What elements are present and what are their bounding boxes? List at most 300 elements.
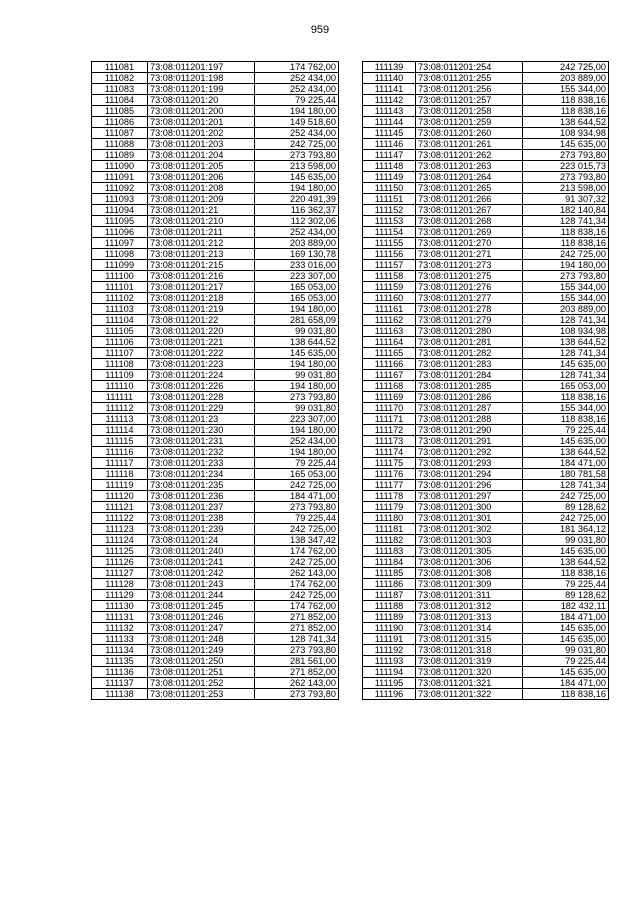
- value-cell: 79 225,44: [523, 425, 609, 436]
- value-cell: 174 762,00: [255, 62, 339, 73]
- table-row: [92, 293, 339, 304]
- cadastral-number-cell: 73:08:011201:280: [416, 326, 523, 337]
- cadastral-number-cell: 73:08:011201:206: [148, 172, 255, 183]
- value-cell: 145 635,00: [523, 634, 609, 645]
- cadastral-number-cell: 73:08:011201:275: [416, 271, 523, 282]
- table-row: [363, 161, 609, 172]
- row-number-cell: 111121: [92, 502, 148, 513]
- cadastral-number-cell: 73:08:011201:258: [416, 106, 523, 117]
- cadastral-number-cell: 73:08:011201:281: [416, 337, 523, 348]
- row-number-cell: 111112: [92, 403, 148, 414]
- table-row: [363, 139, 609, 150]
- cadastral-number-cell: 73:08:011201:308: [416, 568, 523, 579]
- table-row: [92, 623, 339, 634]
- row-number-cell: 111187: [363, 590, 416, 601]
- value-cell: 116 362,37: [255, 205, 339, 216]
- cadastral-number-cell: 73:08:011201:199: [148, 84, 255, 95]
- row-number-cell: 111138: [92, 689, 148, 700]
- value-cell: 252 434,00: [255, 73, 339, 84]
- cadastral-number-cell: 73:08:011201:241: [148, 557, 255, 568]
- table-row: [92, 271, 339, 282]
- row-number-cell: 111120: [92, 491, 148, 502]
- table-row: [92, 425, 339, 436]
- row-number-cell: 111082: [92, 73, 148, 84]
- table-row: [363, 568, 609, 579]
- value-cell: 118 838,16: [523, 689, 609, 700]
- cadastral-number-cell: 73:08:011201:284: [416, 370, 523, 381]
- table-row: [92, 315, 339, 326]
- cadastral-number-cell: 73:08:011201:243: [148, 579, 255, 590]
- row-number-cell: 111146: [363, 139, 416, 150]
- row-number-cell: 111115: [92, 436, 148, 447]
- row-number-cell: 111167: [363, 370, 416, 381]
- value-cell: 242 725,00: [255, 590, 339, 601]
- value-cell: 145 635,00: [523, 623, 609, 634]
- cadastral-number-cell: 73:08:011201:292: [416, 447, 523, 458]
- table-row: [92, 139, 339, 150]
- row-number-cell: 111100: [92, 271, 148, 282]
- value-cell: 233 016,00: [255, 260, 339, 271]
- row-number-cell: 111106: [92, 337, 148, 348]
- parcel-table-right: [362, 61, 609, 700]
- table-row: [92, 546, 339, 557]
- cadastral-number-cell: 73:08:011201:306: [416, 557, 523, 568]
- cadastral-number-cell: 73:08:011201:211: [148, 227, 255, 238]
- row-number-cell: 111181: [363, 524, 416, 535]
- table-row: [363, 392, 609, 403]
- cadastral-number-cell: 73:08:011201:248: [148, 634, 255, 645]
- table-row: [92, 436, 339, 447]
- table-row: [363, 623, 609, 634]
- value-cell: 184 471,00: [523, 612, 609, 623]
- table-row: [92, 62, 339, 73]
- row-number-cell: 111111: [92, 392, 148, 403]
- cadastral-number-cell: 73:08:011201:257: [416, 95, 523, 106]
- table-row: [92, 590, 339, 601]
- row-number-cell: 111127: [92, 568, 148, 579]
- cadastral-number-cell: 73:08:011201:264: [416, 172, 523, 183]
- table-row: [363, 315, 609, 326]
- table-row: [363, 128, 609, 139]
- table-row: [92, 106, 339, 117]
- row-number-cell: 111117: [92, 458, 148, 469]
- value-cell: 155 344,00: [523, 282, 609, 293]
- cadastral-number-cell: 73:08:011201:229: [148, 403, 255, 414]
- row-number-cell: 111185: [363, 568, 416, 579]
- row-number-cell: 111140: [363, 73, 416, 84]
- table-row: [363, 557, 609, 568]
- value-cell: 145 635,00: [255, 348, 339, 359]
- cadastral-number-cell: 73:08:011201:201: [148, 117, 255, 128]
- row-number-cell: 111094: [92, 205, 148, 216]
- table-row: [363, 326, 609, 337]
- cadastral-number-cell: 73:08:011201:220: [148, 326, 255, 337]
- row-number-cell: 111191: [363, 634, 416, 645]
- value-cell: 203 889,00: [523, 73, 609, 84]
- value-cell: 273 793,80: [255, 645, 339, 656]
- value-cell: 213 598,00: [255, 161, 339, 172]
- table-row: [363, 95, 609, 106]
- value-cell: 128 741,34: [523, 348, 609, 359]
- cadastral-number-cell: 73:08:011201:208: [148, 183, 255, 194]
- table-row: [92, 645, 339, 656]
- value-cell: 79 225,44: [523, 579, 609, 590]
- table-row: [92, 95, 339, 106]
- row-number-cell: 111096: [92, 227, 148, 238]
- value-cell: 194 180,00: [255, 183, 339, 194]
- value-cell: 169 130,78: [255, 249, 339, 260]
- cadastral-number-cell: 73:08:011201:320: [416, 667, 523, 678]
- value-cell: 273 793,80: [255, 689, 339, 700]
- table-row: [363, 381, 609, 392]
- value-cell: 99 031,80: [255, 370, 339, 381]
- table-row: [92, 370, 339, 381]
- value-cell: 252 434,00: [255, 84, 339, 95]
- table-row: [92, 326, 339, 337]
- table-row: [363, 194, 609, 205]
- table-row: [363, 84, 609, 95]
- value-cell: 194 180,00: [255, 381, 339, 392]
- row-number-cell: 111196: [363, 689, 416, 700]
- row-number-cell: 111164: [363, 337, 416, 348]
- row-number-cell: 111143: [363, 106, 416, 117]
- cadastral-number-cell: 73:08:011201:23: [148, 414, 255, 425]
- row-number-cell: 111083: [92, 84, 148, 95]
- row-number-cell: 111098: [92, 249, 148, 260]
- table-row: [363, 535, 609, 546]
- cadastral-number-cell: 73:08:011201:204: [148, 150, 255, 161]
- cadastral-number-cell: 73:08:011201:285: [416, 381, 523, 392]
- cadastral-number-cell: 73:08:011201:287: [416, 403, 523, 414]
- value-cell: 99 031,80: [255, 326, 339, 337]
- table-row: [92, 656, 339, 667]
- value-cell: 145 635,00: [523, 359, 609, 370]
- cadastral-number-cell: 73:08:011201:213: [148, 249, 255, 260]
- cadastral-number-cell: 73:08:011201:234: [148, 469, 255, 480]
- row-number-cell: 111089: [92, 150, 148, 161]
- row-number-cell: 111169: [363, 392, 416, 403]
- row-number-cell: 111175: [363, 458, 416, 469]
- cadastral-number-cell: 73:08:011201:321: [416, 678, 523, 689]
- cadastral-number-cell: 73:08:011201:219: [148, 304, 255, 315]
- value-cell: 223 307,00: [255, 271, 339, 282]
- value-cell: 79 225,44: [523, 656, 609, 667]
- cadastral-number-cell: 73:08:011201:205: [148, 161, 255, 172]
- row-number-cell: 111184: [363, 557, 416, 568]
- row-number-cell: 111102: [92, 293, 148, 304]
- row-number-cell: 111155: [363, 238, 416, 249]
- cadastral-number-cell: 73:08:011201:278: [416, 304, 523, 315]
- cadastral-number-cell: 73:08:011201:226: [148, 381, 255, 392]
- value-cell: 99 031,80: [523, 645, 609, 656]
- value-cell: 273 793,80: [523, 271, 609, 282]
- cadastral-number-cell: 73:08:011201:236: [148, 491, 255, 502]
- table-row: [363, 117, 609, 128]
- value-cell: 128 741,34: [523, 315, 609, 326]
- table-row: [363, 425, 609, 436]
- cadastral-number-cell: 73:08:011201:311: [416, 590, 523, 601]
- value-cell: 271 852,00: [255, 623, 339, 634]
- cadastral-number-cell: 73:08:011201:283: [416, 359, 523, 370]
- row-number-cell: 111190: [363, 623, 416, 634]
- row-number-cell: 111149: [363, 172, 416, 183]
- cadastral-number-cell: 73:08:011201:296: [416, 480, 523, 491]
- value-cell: 281 658,09: [255, 315, 339, 326]
- table-row: [363, 513, 609, 524]
- row-number-cell: 111195: [363, 678, 416, 689]
- value-cell: 165 053,00: [255, 282, 339, 293]
- row-number-cell: 111180: [363, 513, 416, 524]
- table-row: [92, 128, 339, 139]
- table-row: [363, 271, 609, 282]
- table-row: [92, 161, 339, 172]
- cadastral-number-cell: 73:08:011201:224: [148, 370, 255, 381]
- row-number-cell: 111099: [92, 260, 148, 271]
- row-number-cell: 111122: [92, 513, 148, 524]
- value-cell: 91 307,32: [523, 194, 609, 205]
- row-number-cell: 111135: [92, 656, 148, 667]
- value-cell: 273 793,80: [255, 502, 339, 513]
- cadastral-number-cell: 73:08:011201:314: [416, 623, 523, 634]
- row-number-cell: 111109: [92, 370, 148, 381]
- cadastral-number-cell: 73:08:011201:291: [416, 436, 523, 447]
- value-cell: 182 432,11: [523, 601, 609, 612]
- row-number-cell: 111172: [363, 425, 416, 436]
- row-number-cell: 111173: [363, 436, 416, 447]
- row-number-cell: 111137: [92, 678, 148, 689]
- table-row: [92, 513, 339, 524]
- value-cell: 118 838,16: [523, 414, 609, 425]
- row-number-cell: 111162: [363, 315, 416, 326]
- value-cell: 242 725,00: [255, 480, 339, 491]
- table-row: [92, 524, 339, 535]
- cadastral-number-cell: 73:08:011201:282: [416, 348, 523, 359]
- table-row: [363, 590, 609, 601]
- row-number-cell: 111132: [92, 623, 148, 634]
- cadastral-number-cell: 73:08:011201:250: [148, 656, 255, 667]
- table-row: [363, 579, 609, 590]
- row-number-cell: 111128: [92, 579, 148, 590]
- cadastral-number-cell: 73:08:011201:270: [416, 238, 523, 249]
- value-cell: 145 635,00: [523, 436, 609, 447]
- row-number-cell: 111174: [363, 447, 416, 458]
- value-cell: 89 128,62: [523, 502, 609, 513]
- value-cell: 149 518,60: [255, 117, 339, 128]
- value-cell: 273 793,80: [523, 150, 609, 161]
- cadastral-number-cell: 73:08:011201:309: [416, 579, 523, 590]
- row-number-cell: 111157: [363, 260, 416, 271]
- cadastral-number-cell: 73:08:011201:319: [416, 656, 523, 667]
- cadastral-number-cell: 73:08:011201:302: [416, 524, 523, 535]
- row-number-cell: 111104: [92, 315, 148, 326]
- row-number-cell: 111192: [363, 645, 416, 656]
- value-cell: 118 838,16: [523, 95, 609, 106]
- value-cell: 155 344,00: [523, 403, 609, 414]
- table-row: [92, 634, 339, 645]
- table-row: [92, 392, 339, 403]
- value-cell: 99 031,80: [255, 403, 339, 414]
- row-number-cell: 111091: [92, 172, 148, 183]
- row-number-cell: 111116: [92, 447, 148, 458]
- value-cell: 262 143,00: [255, 568, 339, 579]
- cadastral-number-cell: 73:08:011201:301: [416, 513, 523, 524]
- cadastral-number-cell: 73:08:011201:286: [416, 392, 523, 403]
- value-cell: 242 725,00: [523, 62, 609, 73]
- row-number-cell: 111166: [363, 359, 416, 370]
- table-row: [363, 656, 609, 667]
- table-row: [363, 469, 609, 480]
- table-row: [363, 227, 609, 238]
- table-row: [363, 491, 609, 502]
- table-row: [92, 403, 339, 414]
- cadastral-number-cell: 73:08:011201:293: [416, 458, 523, 469]
- value-cell: 194 180,00: [523, 260, 609, 271]
- row-number-cell: 111156: [363, 249, 416, 260]
- table-row: [92, 491, 339, 502]
- value-cell: 242 725,00: [255, 524, 339, 535]
- value-cell: 118 838,16: [523, 392, 609, 403]
- table-row: [363, 73, 609, 84]
- cadastral-number-cell: 73:08:011201:255: [416, 73, 523, 84]
- cadastral-number-cell: 73:08:011201:210: [148, 216, 255, 227]
- value-cell: 165 053,00: [523, 381, 609, 392]
- cadastral-number-cell: 73:08:011201:318: [416, 645, 523, 656]
- cadastral-number-cell: 73:08:011201:303: [416, 535, 523, 546]
- table-row: [363, 645, 609, 656]
- value-cell: 79 225,44: [255, 458, 339, 469]
- table-row: [363, 348, 609, 359]
- table-row: [363, 282, 609, 293]
- value-cell: 194 180,00: [255, 106, 339, 117]
- value-cell: 165 053,00: [255, 469, 339, 480]
- cadastral-number-cell: 73:08:011201:230: [148, 425, 255, 436]
- table-row: [92, 689, 339, 700]
- value-cell: 281 561,00: [255, 656, 339, 667]
- row-number-cell: 111134: [92, 645, 148, 656]
- table-row: [363, 106, 609, 117]
- table-row: [363, 447, 609, 458]
- table-row: [363, 205, 609, 216]
- cadastral-number-cell: 73:08:011201:218: [148, 293, 255, 304]
- value-cell: 138 644,52: [523, 447, 609, 458]
- row-number-cell: 111182: [363, 535, 416, 546]
- cadastral-number-cell: 73:08:011201:24: [148, 535, 255, 546]
- value-cell: 138 347,42: [255, 535, 339, 546]
- row-number-cell: 111087: [92, 128, 148, 139]
- value-cell: 128 741,34: [255, 634, 339, 645]
- cadastral-number-cell: 73:08:011201:313: [416, 612, 523, 623]
- row-number-cell: 111177: [363, 480, 416, 491]
- table-row: [92, 337, 339, 348]
- row-number-cell: 111158: [363, 271, 416, 282]
- cadastral-number-cell: 73:08:011201:197: [148, 62, 255, 73]
- row-number-cell: 111118: [92, 469, 148, 480]
- table-row: [363, 612, 609, 623]
- cadastral-number-cell: 73:08:011201:251: [148, 667, 255, 678]
- table-row: [363, 403, 609, 414]
- row-number-cell: 111193: [363, 656, 416, 667]
- cadastral-number-cell: 73:08:011201:253: [148, 689, 255, 700]
- table-row: [92, 678, 339, 689]
- value-cell: 194 180,00: [255, 359, 339, 370]
- row-number-cell: 111183: [363, 546, 416, 557]
- row-number-cell: 111188: [363, 601, 416, 612]
- cadastral-number-cell: 73:08:011201:260: [416, 128, 523, 139]
- cadastral-number-cell: 73:08:011201:277: [416, 293, 523, 304]
- table-row: [363, 502, 609, 513]
- value-cell: 252 434,00: [255, 227, 339, 238]
- cadastral-number-cell: 73:08:011201:239: [148, 524, 255, 535]
- value-cell: 128 741,34: [523, 480, 609, 491]
- row-number-cell: 111105: [92, 326, 148, 337]
- value-cell: 271 852,00: [255, 612, 339, 623]
- cadastral-number-cell: 73:08:011201:265: [416, 183, 523, 194]
- cadastral-number-cell: 73:08:011201:244: [148, 590, 255, 601]
- cadastral-number-cell: 73:08:011201:232: [148, 447, 255, 458]
- row-number-cell: 111179: [363, 502, 416, 513]
- table-row: [92, 238, 339, 249]
- table-row: [92, 172, 339, 183]
- value-cell: 99 031,80: [523, 535, 609, 546]
- row-number-cell: 111084: [92, 95, 148, 106]
- row-number-cell: 111159: [363, 282, 416, 293]
- row-number-cell: 111151: [363, 194, 416, 205]
- value-cell: 79 225,44: [255, 95, 339, 106]
- table-row: [363, 183, 609, 194]
- row-number-cell: 111108: [92, 359, 148, 370]
- table-row: [92, 414, 339, 425]
- table-row: [92, 557, 339, 568]
- value-cell: 174 762,00: [255, 601, 339, 612]
- value-cell: 203 889,00: [523, 304, 609, 315]
- value-cell: 184 471,00: [523, 678, 609, 689]
- row-number-cell: 111085: [92, 106, 148, 117]
- row-number-cell: 111154: [363, 227, 416, 238]
- row-number-cell: 111170: [363, 403, 416, 414]
- value-cell: 145 635,00: [523, 667, 609, 678]
- table-row: [92, 150, 339, 161]
- table-row: [92, 348, 339, 359]
- row-number-cell: 111139: [363, 62, 416, 73]
- table-row: [363, 546, 609, 557]
- cadastral-number-cell: 73:08:011201:259: [416, 117, 523, 128]
- row-number-cell: 111107: [92, 348, 148, 359]
- value-cell: 273 793,80: [255, 150, 339, 161]
- value-cell: 252 434,00: [255, 436, 339, 447]
- value-cell: 145 635,00: [523, 139, 609, 150]
- value-cell: 184 471,00: [255, 491, 339, 502]
- row-number-cell: 111176: [363, 469, 416, 480]
- value-cell: 220 491,39: [255, 194, 339, 205]
- row-number-cell: 111124: [92, 535, 148, 546]
- value-cell: 273 793,80: [523, 172, 609, 183]
- cadastral-number-cell: 73:08:011201:262: [416, 150, 523, 161]
- table-row: [92, 601, 339, 612]
- table-row: [92, 381, 339, 392]
- value-cell: 165 053,00: [255, 293, 339, 304]
- cadastral-number-cell: 73:08:011201:261: [416, 139, 523, 150]
- table-row: [92, 535, 339, 546]
- row-number-cell: 111160: [363, 293, 416, 304]
- table-row: [92, 447, 339, 458]
- table-row: [92, 667, 339, 678]
- cadastral-number-cell: 73:08:011201:216: [148, 271, 255, 282]
- row-number-cell: 111125: [92, 546, 148, 557]
- row-number-cell: 111153: [363, 216, 416, 227]
- value-cell: 203 889,00: [255, 238, 339, 249]
- table-row: [363, 359, 609, 370]
- row-number-cell: 111136: [92, 667, 148, 678]
